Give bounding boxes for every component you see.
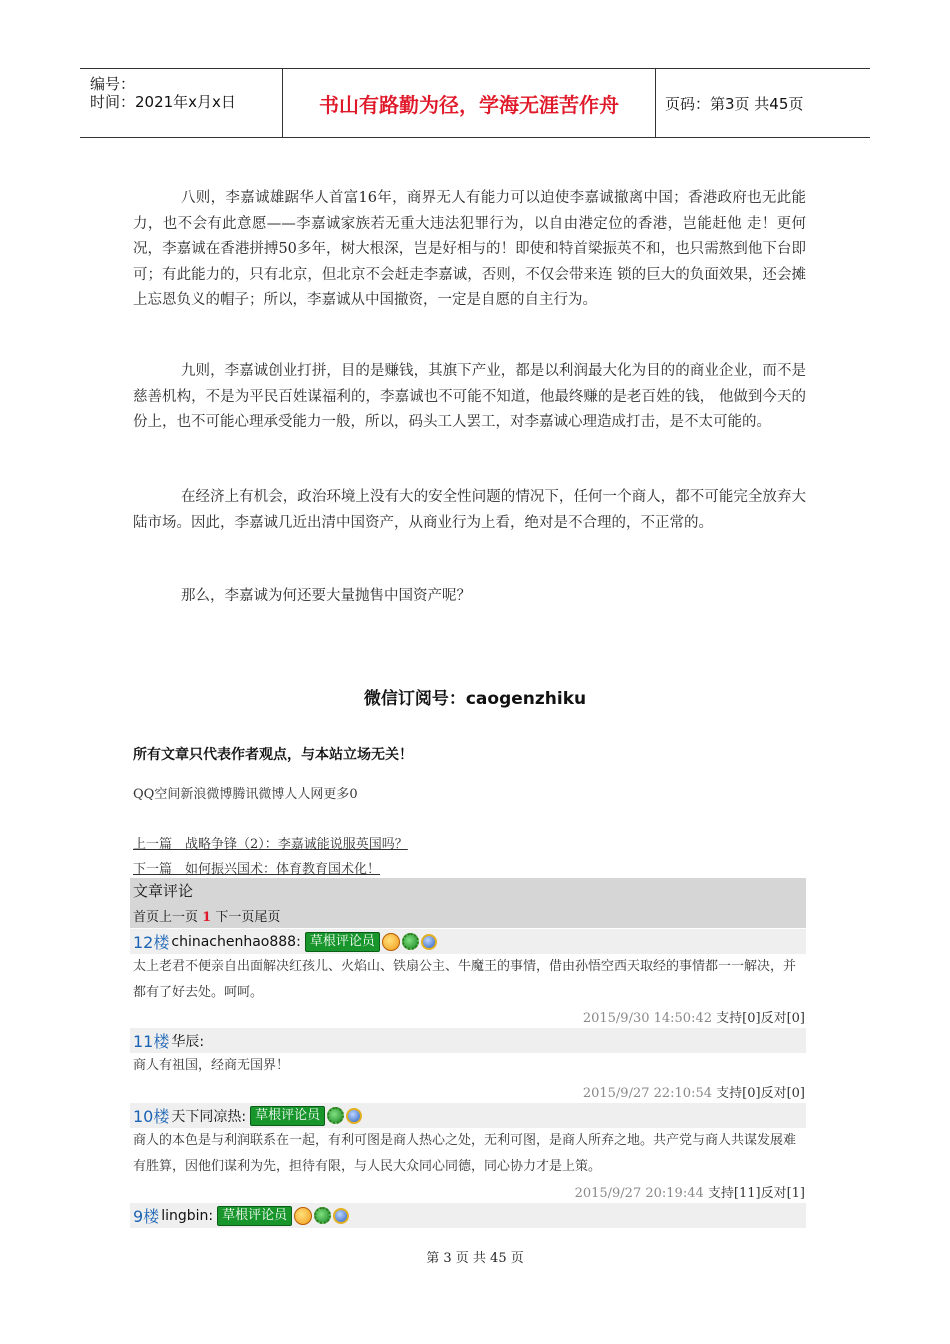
comment-votes[interactable]: 支持[11]反对[1] bbox=[707, 1186, 805, 1201]
paragraph-8: 八则，李嘉诚雄踞华人首富16年，商界无人有能力可以迫使李嘉诚撤离中国；香港政府也无此能力，也不会有此意愿——李嘉诚家族若无重大违法犯罪行为，以自由港定位的香港，岂能赶他 走！更何况，李嘉诚在香港拼搏50多年，树大根深，岂是好相与的！即使和特首梁振英不和，也只需熬到他下台即可；有此能力的，只有北京，但北京不会赶走李嘉诚，否则，不仅会带来连 锁的巨大的负面效果，还会摊上忘恩负义的帽子；所以，李嘉诚从中国撤资，一定是自愿的自主行为。 bbox=[133, 190, 806, 308]
comment-time: 2015/9/27 20:19:44 bbox=[574, 1186, 704, 1201]
paragraph-10: 在经济上有机会，政治环境上没有大的安全性问题的情况下，任何一个商人，都不可能完全放弃大陆市场。因此，李嘉诚几近出清中国资产，从商业行为上看，绝对是不合理的，不正常的。 bbox=[133, 489, 806, 531]
orb-level-icon bbox=[421, 934, 437, 950]
header-meta bbox=[80, 69, 283, 137]
pager-next[interactable]: 下一页尾页 bbox=[215, 910, 281, 925]
page-header bbox=[80, 68, 870, 138]
comment-user[interactable]: lingbin: bbox=[161, 1207, 214, 1224]
comment-floor-row bbox=[130, 1203, 806, 1228]
comment-floor-row bbox=[130, 929, 806, 954]
comment-floor-row bbox=[130, 1028, 806, 1053]
comment-votes[interactable]: 支持[0]反对[0] bbox=[716, 1011, 805, 1026]
comment-votes[interactable]: 支持[0]反对[0] bbox=[716, 1086, 805, 1101]
gear-level-icon bbox=[314, 1207, 331, 1224]
floor-number: 10楼 bbox=[133, 1107, 170, 1126]
smiley-level-icon bbox=[382, 933, 400, 951]
number-label: 编号： bbox=[90, 75, 136, 93]
page-footer: 第 3 页 共 45 页 bbox=[426, 1251, 524, 1266]
comment-text: 商人有祖国，经商无国界！ bbox=[133, 1058, 290, 1073]
comment-user[interactable]: chinachenhao888: bbox=[171, 933, 301, 950]
floor-number: 12楼 bbox=[133, 933, 170, 952]
comment-user[interactable]: 华辰: bbox=[171, 1033, 205, 1050]
floor-number: 9楼 bbox=[133, 1207, 160, 1226]
comment-text: 太上老君不便亲自出面解决红孩儿、火焰山、铁扇公主、牛魔王的事情，借由孙悟空西天取经的事情都一一解决，并都有了好去处。呵呵。 bbox=[133, 959, 797, 1000]
comments-title: 文章评论 bbox=[133, 882, 194, 900]
gear-level-icon bbox=[402, 933, 419, 950]
disclaimer: 所有文章只代表作者观点，与本站立场无关！ bbox=[133, 747, 413, 763]
orb-level-icon bbox=[333, 1208, 349, 1224]
pager-current: 1 bbox=[202, 910, 212, 925]
comment-meta bbox=[583, 1082, 805, 1101]
time-label: 时间：2021年x月x日 bbox=[90, 93, 236, 111]
comment-floor-row bbox=[130, 1103, 806, 1128]
reviewer-badge: 草根评论员 bbox=[250, 1106, 325, 1126]
paragraph-9: 九则，李嘉诚创业打拼，目的是赚钱，其旗下产业，都是以利润最大化为目的的商业企业，而不是慈善机构，不是为平民百姓谋福利的，李嘉诚也不可能不知道，他最终赚的是老百姓的钱， 他做到今天的份上，也不可能心理承受能力一般，所以，码头工人罢工，对李嘉诚心理造成打击，是不太可能的。 bbox=[133, 363, 806, 430]
header-motto: 书山有路勤为径，学海无涯苦作舟 bbox=[283, 69, 656, 137]
next-article-link[interactable]: 下一篇 如何振兴国术：体育教育国术化！ bbox=[133, 862, 381, 877]
orb-level-icon bbox=[346, 1108, 362, 1124]
smiley-level-icon bbox=[294, 1207, 312, 1225]
comment-text: 商人的本色是与利润联系在一起，有利可图是商人热心之处，无利可图，是商人所弃之地。共产党与商人共谋发展难有胜算，因他们谋利为先，担待有限，与人民大众同心同德，同心协力才是上策。 bbox=[133, 1133, 797, 1174]
comment-meta bbox=[575, 1182, 805, 1201]
reviewer-badge: 草根评论员 bbox=[305, 932, 380, 952]
comment-user[interactable]: 天下同凉热: bbox=[171, 1108, 247, 1125]
comment-meta bbox=[583, 1007, 805, 1026]
floor-number: 11楼 bbox=[133, 1032, 170, 1051]
gear-level-icon bbox=[327, 1107, 344, 1124]
prev-article-link[interactable]: 上一篇 战略争锋（2）：李嘉诚能说服英国吗？ bbox=[133, 837, 408, 852]
comments-header bbox=[130, 878, 806, 928]
pager-prev[interactable]: 首页上一页 bbox=[133, 910, 199, 925]
header-page-info: 页码：第3页 共45页 bbox=[665, 94, 804, 113]
reviewer-badge: 草根评论员 bbox=[217, 1206, 292, 1226]
wechat-subscription: 微信订阅号：caogenzhiku bbox=[363, 689, 587, 709]
share-links[interactable]: QQ空间新浪微博腾讯微博人人网更多0 bbox=[133, 787, 358, 802]
comment-time: 2015/9/27 22:10:54 bbox=[582, 1086, 713, 1101]
paragraph-11: 那么，李嘉诚为何还要大量抛售中国资产呢？ bbox=[181, 588, 471, 604]
comments-pager[interactable] bbox=[133, 906, 280, 925]
comment-time: 2015/9/30 14:50:42 bbox=[582, 1011, 713, 1026]
